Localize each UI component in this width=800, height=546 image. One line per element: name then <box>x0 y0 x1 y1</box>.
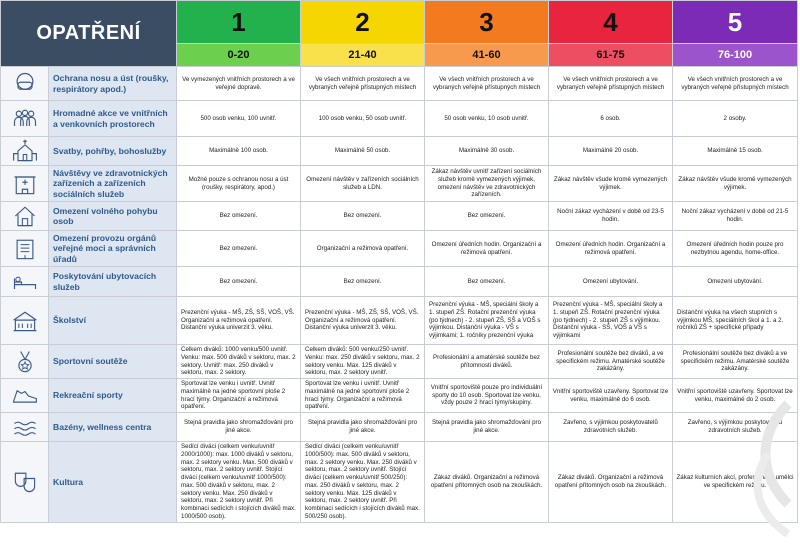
school-icon <box>11 307 39 335</box>
table-row <box>1 67 798 101</box>
level-2-cell: Stejná pravidla jako shromažďování pro jiné akce. <box>301 413 425 442</box>
level-2-cell: Maximálně 50 osob. <box>301 137 425 166</box>
table-row <box>1 413 798 442</box>
level-5-cell: Zákaz kulturních akcí, profesionální umělci ve specifickém režimu. <box>673 442 798 523</box>
row-label: Omezení volného pohybu osob <box>49 202 177 231</box>
level-3-cell: Bez omezení. <box>425 202 549 231</box>
sneaker-icon <box>11 382 39 410</box>
row-icon-cell <box>1 101 49 137</box>
table-row <box>1 166 798 202</box>
level-4-cell: Profesionální soutěže bez diváků, a ve specifickém režimu. Amatérské soutěže zakázány. <box>549 345 673 379</box>
level-3-range: 41-60 <box>425 44 549 67</box>
level-4-cell: Omezení úředních hodin. Organizační a režimová opatření. <box>549 231 673 267</box>
level-2-cell: Bez omezení. <box>301 202 425 231</box>
level-5-cell: Zavřeno, s výjimkou poskytovatelů zdravotních služeb. <box>673 413 798 442</box>
row-icon-cell <box>1 297 49 345</box>
table-title: OPATŘENÍ <box>1 1 177 67</box>
spa-icon <box>11 413 39 441</box>
level-2-cell: 100 osob venku, 50 osob uvnitř. <box>301 101 425 137</box>
row-icon-cell <box>1 379 49 413</box>
level-2-cell: Sedící diváci (celkem venku/uvnitř 1000/500): max. 500 diváků v sektoru, max. 2 sektory venku. Max. 250 diváků v sektoru, max. 2 sektory uvnitř. Stojící diváci (celkem venku/uvnitř 500/250): max. 250 diváků v sektoru, max. 2 sektory venku. Max. 125 diváků v sektoru, max. 2 sektory uvnitř. Při kombinaci sedících i stojících diváků max. 500/250 osob). <box>301 442 425 523</box>
office-icon <box>11 235 39 263</box>
level-3-cell: Zákaz návštěv uvnitř zařízení sociálních služeb kromě vymezených výjimek, omezení návštěv ve zdravotnických zařízeních. <box>425 166 549 202</box>
watermark-logo <box>728 394 798 544</box>
row-label: Sportovní soutěže <box>49 345 177 379</box>
row-label: Svatby, pohřby, bohoslužby <box>49 137 177 166</box>
table-row <box>1 442 798 523</box>
level-2-cell: Celkem diváků: 500 venku/250 uvnitř. Venku: max. 250 diváků v sektoru, max. 2 sektory venku. Max. 125 diváků v sektoru, max. 2 sektory uvnitř. <box>301 345 425 379</box>
level-3-cell: Bez omezení. <box>425 267 549 297</box>
level-5-cell: Omezení ubytování. <box>673 267 798 297</box>
table-row <box>1 297 798 345</box>
level-1-cell: Bez omezení. <box>177 202 301 231</box>
level-2-cell: Prezenční výuka - MŠ, ZŠ, SŠ, VOŠ, VŠ. Organizační a režimová opatření. Distanční výuka univerzit 3. věku. <box>301 297 425 345</box>
level-2-cell: Bez omezení. <box>301 267 425 297</box>
level-2-cell: Omezení návštěv v zařízeních sociálních služeb a LDN. <box>301 166 425 202</box>
level-3-cell: Prezenční výuka - MŠ, speciální školy a 1. stupeň ZŠ. Rotační prezenční výuka (po týdnech) - 2. stupeň ZŠ, SŠ a VOŠ s výjimkou. Distanční výuka - VŠ s výjimkami; 1. ročníky prezenční výuka <box>425 297 549 345</box>
level-4-cell: Ve všech vnitřních prostorech a ve vybraných veřejně přístupných místech <box>549 67 673 101</box>
level-5-cell: 2 osoby. <box>673 101 798 137</box>
level-3-cell: Ve všech vnitřních prostorech a ve vybraných veřejně přístupných místech <box>425 67 549 101</box>
level-2-cell: Sportovat lze venku i uvnitř. Uvnitř maximálně na jedné sportovní ploše 2 hrací týmy. Organizační a režimová opatření. <box>301 379 425 413</box>
level-4-cell: Noční zákaz vycházení v době od 23-5 hodin. <box>549 202 673 231</box>
level-5-cell: Vnitřní sportoviště uzavřeny. Sportovat lze venku, maximálně do 2 osob. <box>673 379 798 413</box>
row-icon-cell <box>1 166 49 202</box>
level-3-number: 3 <box>425 1 549 44</box>
level-5-cell: Maximálně 15 osob. <box>673 137 798 166</box>
level-3-cell: Profesionální a amatérské soutěže bez přítomnosti diváků. <box>425 345 549 379</box>
bed-icon <box>11 268 39 296</box>
level-3-cell: Omezení úředních hodin. Organizační a režimová opatření. <box>425 231 549 267</box>
level-5-cell: Distanční výuka na všech stupních s výjimkou MŠ, speciálních škol a 1. a 2. ročníků ZŠ + specifické případy <box>673 297 798 345</box>
row-label: Školství <box>49 297 177 345</box>
level-4-number: 4 <box>549 1 673 44</box>
row-label: Bazény, wellness centra <box>49 413 177 442</box>
level-5-cell: Noční zákaz vycházení v době od 21-5 hodin. <box>673 202 798 231</box>
mask-icon <box>11 70 39 98</box>
level-4-cell: 6 osob. <box>549 101 673 137</box>
level-3-cell: 50 osob venku, 10 osob uvnitř. <box>425 101 549 137</box>
row-icon-cell <box>1 345 49 379</box>
level-4-range: 61-75 <box>549 44 673 67</box>
crowd-icon <box>11 105 39 133</box>
level-1-cell: 500 osob venku, 100 uvnitř. <box>177 101 301 137</box>
level-2-number: 2 <box>301 1 425 44</box>
row-icon-cell <box>1 67 49 101</box>
level-1-cell: Možné pouze s ochranou nosu a úst (roušky, respirátory, apod.) <box>177 166 301 202</box>
level-1-number: 1 <box>177 1 301 44</box>
level-3-cell: Vnitřní sportoviště pouze pro individuální sporty do 10 osob. Sportovat lze venku, vždy pouze 2 hrací týmy/skupiny. <box>425 379 549 413</box>
level-5-cell: Zákaz návštěv všude kromě vymezených výjimek. <box>673 166 798 202</box>
level-3-cell: Maximálně 30 osob. <box>425 137 549 166</box>
row-icon-cell <box>1 267 49 297</box>
level-1-cell: Prezenční výuka - MŠ, ZŠ, SŠ, VOŠ, VŠ. Organizační a režimová opatření. Distanční výuka univerzit 3. věku. <box>177 297 301 345</box>
level-1-range: 0-20 <box>177 44 301 67</box>
level-2-cell: Organizační a režimová opatření. <box>301 231 425 267</box>
level-5-cell: Ve všech vnitřních prostorech a ve vybraných veřejně přístupných místech <box>673 67 798 101</box>
row-label: Omezení provozu orgánů veřejné moci a správních úřadů <box>49 231 177 267</box>
church-icon <box>11 137 39 165</box>
table-row <box>1 137 798 166</box>
row-label: Kultura <box>49 442 177 523</box>
level-4-cell: Zákaz diváků. Organizační a režimová opatření přítomných osob na zkouškách. <box>549 442 673 523</box>
level-4-cell: Maximálně 20 osob. <box>549 137 673 166</box>
level-1-cell: Celkem diváků: 1000 venku/500 uvnitř. Venku: max. 500 diváků v sektoru, max. 2 sektory. Uvnitř: max. 250 diváků v sektoru, max. 2 sektory. <box>177 345 301 379</box>
table-row <box>1 101 798 137</box>
level-5-cell: Profesionální soutěže bez diváků a ve specifickém režimu. Amatérské soutěže zakázány. <box>673 345 798 379</box>
level-1-cell: Sportovat lze venku i uvnitř. Uvnitř maximálně na jedné sportovní ploše 2 hrací týmy. Organizační a režimová opatření. <box>177 379 301 413</box>
table-row <box>1 379 798 413</box>
table-row <box>1 202 798 231</box>
row-icon-cell <box>1 413 49 442</box>
hospital-icon <box>11 170 39 198</box>
row-icon-cell <box>1 442 49 523</box>
row-label: Ochrana nosu a úst (roušky, respirátory apod.) <box>49 67 177 101</box>
level-2-range: 21-40 <box>301 44 425 67</box>
row-label: Hromadné akce ve vnitřních a venkovních prostorech <box>49 101 177 137</box>
level-1-cell: Stejná pravidla jako shromažďování pro jiné akce. <box>177 413 301 442</box>
table-row <box>1 231 798 267</box>
table-row <box>1 345 798 379</box>
level-1-cell: Bez omezení. <box>177 267 301 297</box>
level-2-cell: Ve všech vnitřních prostorech a ve vybraných veřejně přístupných místech <box>301 67 425 101</box>
theater-icon <box>11 468 39 496</box>
level-4-cell: Zákaz návštěv všude kromě vymezených výjimek. <box>549 166 673 202</box>
level-5-cell: Omezení úředních hodin pouze pro nezbytnou agendu, home-office. <box>673 231 798 267</box>
level-1-cell: Sedící diváci (celkem venku/uvnitř 2000/1000): max. 1000 diváků v sektoru, max. 2 sektory venku. Max. 500 diváků v sektoru, max. 2 sektory uvnitř. Stojící diváci (celkem venku/uvnitř 1000/500): max. 500 diváků v sektoru, max. 2 sektory venku. Max. 250 diváků v sektoru, max. 2 sektory uvnitř. Při kombinaci sedících i stojících diváků max. 1000/500 osob). <box>177 442 301 523</box>
level-3-cell: Zákaz diváků. Organizační a režimová opatření přítomných osob na zkouškách. <box>425 442 549 523</box>
row-label: Poskytování ubytovacích služeb <box>49 267 177 297</box>
home-icon <box>11 202 39 230</box>
row-icon-cell <box>1 137 49 166</box>
level-1-cell: Bez omezení. <box>177 231 301 267</box>
level-5-range: 76-100 <box>673 44 798 67</box>
row-label: Rekreační sporty <box>49 379 177 413</box>
row-label: Návštěvy ve zdravotnických zařízeních a zařízeních sociálních služeb <box>49 166 177 202</box>
medal-icon <box>11 348 39 376</box>
level-1-cell: Ve vymezených vnitřních prostorech a ve veřejné dopravě. <box>177 67 301 101</box>
level-4-cell: Prezenční výuka - MŠ, speciální školy a 1. stupeň ZŠ. Rotační prezenční výuka (po týdnech) - 2. stupeň ZŠ s výjimkou. Distanční výuka - SŠ, VOŠ a VŠ s výjimkami <box>549 297 673 345</box>
level-3-cell: Stejná pravidla jako shromažďování pro jiné akce. <box>425 413 549 442</box>
level-4-cell: Omezení ubytování. <box>549 267 673 297</box>
level-4-cell: Zavřeno, s výjimkou poskytovatelů zdravotních služeb. <box>549 413 673 442</box>
row-icon-cell <box>1 202 49 231</box>
table-row <box>1 267 798 297</box>
level-1-cell: Maximálně 100 osob. <box>177 137 301 166</box>
level-4-cell: Vnitřní sportoviště uzavřeny. Sportovat lze venku, maximálně do 6 osob. <box>549 379 673 413</box>
level-5-number: 5 <box>673 1 798 44</box>
row-icon-cell <box>1 231 49 267</box>
